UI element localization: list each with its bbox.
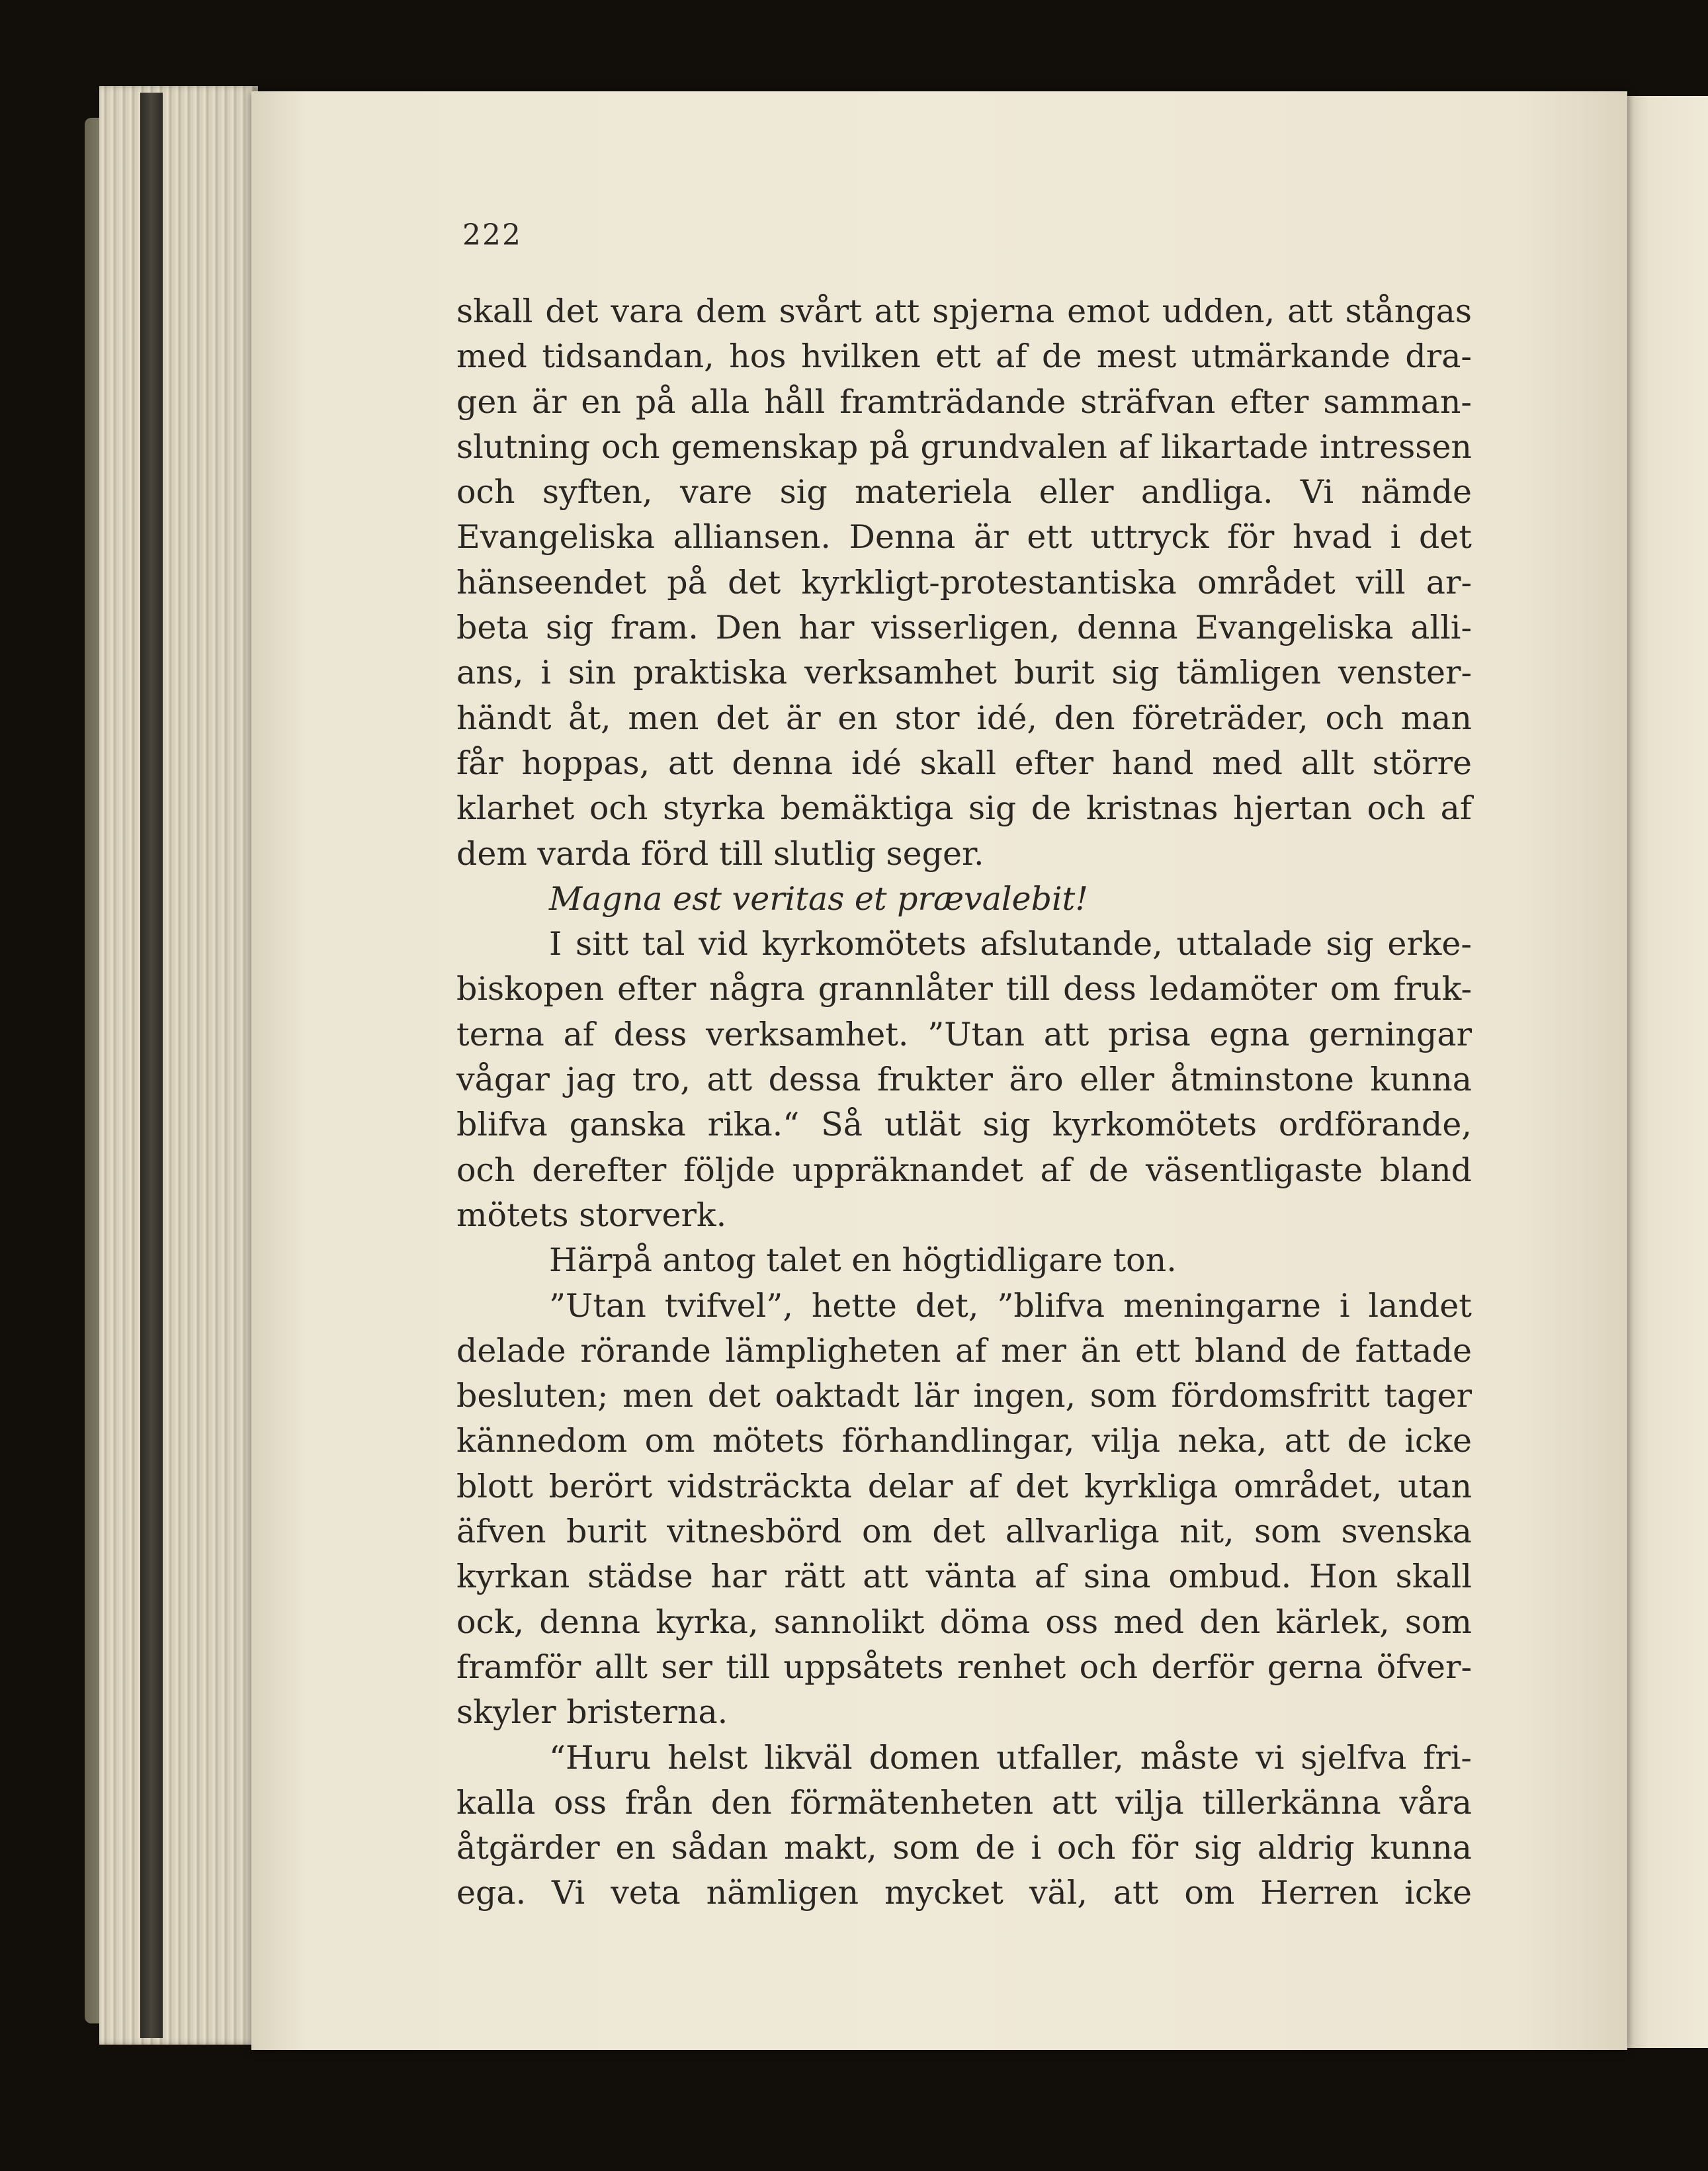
text-line: Evangeliska alliansen. Denna är ett uttryck för hvad i det (456, 518, 1472, 556)
text-line: med tidsandan, hos hvilken ett af de mest utmärkande dra- (456, 337, 1472, 376)
text-line: mötets storverk. (456, 1196, 727, 1234)
text-line: och syften, vare sig materiela eller andliga. Vi nämde (456, 473, 1472, 511)
text-line: slutning och gemenskap på grundvalen af likartade intressen (456, 427, 1472, 466)
text-line: skyler bristerna. (456, 1693, 728, 1732)
text-line: blott berört vidsträckta delar af det kyrkliga området, utan (456, 1467, 1472, 1505)
page-stack-shadow (140, 93, 163, 2038)
text-line: framför allt ser till uppsåtets renhet och derför gerna öfver- (456, 1648, 1472, 1686)
page-number: 222 (462, 218, 522, 252)
text-line: ega. Vi veta nämligen mycket väl, att om Herren icke (456, 1874, 1472, 1912)
text-line: händt åt, men det är en stor idé, den företräder, och man (456, 699, 1472, 737)
text-line: beta sig fram. Den har visserligen, denna Evangeliska alli- (456, 609, 1472, 647)
text-line: kännedom om mötets förhandlingar, vilja neka, att de icke (456, 1422, 1472, 1460)
page-stack (99, 86, 258, 2045)
latin-motto: Magna est veritas et prævalebit! (549, 879, 1089, 918)
text-line: och derefter följde uppräknandet af de väsentligaste bland (456, 1151, 1472, 1189)
text-line: ock, denna kyrka, sannolikt döma oss med den kärlek, som (456, 1603, 1472, 1641)
text-line: Härpå antog talet en högtidligare ton. (549, 1241, 1177, 1280)
text-line: vågar jag tro, att dessa frukter äro eller åtminstone kunna (456, 1061, 1472, 1099)
text-line: I sitt tal vid kyrkomötets afslutande, uttalade sig erke- (549, 925, 1472, 963)
text-line: dem varda förd till slutlig seger. (456, 834, 984, 873)
body-text (456, 289, 1472, 1916)
text-line: besluten; men det oaktadt lär ingen, som fördomsfritt tager (456, 1377, 1472, 1415)
text-line: blifva ganska rika.“ Så utlät sig kyrkomötets ordförande, (456, 1106, 1472, 1144)
text-line: äfven burit vitnesbörd om det allvarliga nit, som svenska (456, 1513, 1472, 1551)
text-line: delade rörande lämpligheten af mer än ett bland de fattade (456, 1331, 1472, 1370)
text-line: gen är en på alla håll framträdande sträfvan efter samman- (456, 382, 1472, 421)
text-line: biskopen efter några grannlåter till dess ledamöter om fruk- (456, 970, 1472, 1008)
facing-page-edge (1624, 96, 1708, 2048)
text-line: ans, i sin praktiska verksamhet burit sig tämligen venster- (456, 654, 1472, 692)
text-line: åtgärder en sådan makt, som de i och för sig aldrig kunna (456, 1829, 1472, 1867)
text-line: kyrkan städse har rätt att vänta af sina ombud. Hon skall (456, 1558, 1472, 1596)
text-line: terna af dess verksamhet. ”Utan att prisa egna gerningar (456, 1015, 1472, 1053)
text-line: ”Utan tvifvel”, hette det, ”blifva meningarne i landet (549, 1286, 1472, 1325)
text-line: klarhet och styrka bemäktiga sig de kristnas hjertan och af (456, 789, 1472, 828)
text-line: får hoppas, att denna idé skall efter hand med allt större (456, 744, 1472, 782)
text-line: skall det vara dem svårt att spjerna emot udden, att stångas (456, 292, 1472, 330)
text-line: hänseendet på det kyrkligt-protestantiska området vill ar- (456, 563, 1472, 601)
text-line: “Huru helst likväl domen utfaller, måste vi sjelfva fri- (549, 1738, 1472, 1777)
text-line: kalla oss från den förmätenheten att vilja tillerkänna våra (456, 1783, 1472, 1822)
